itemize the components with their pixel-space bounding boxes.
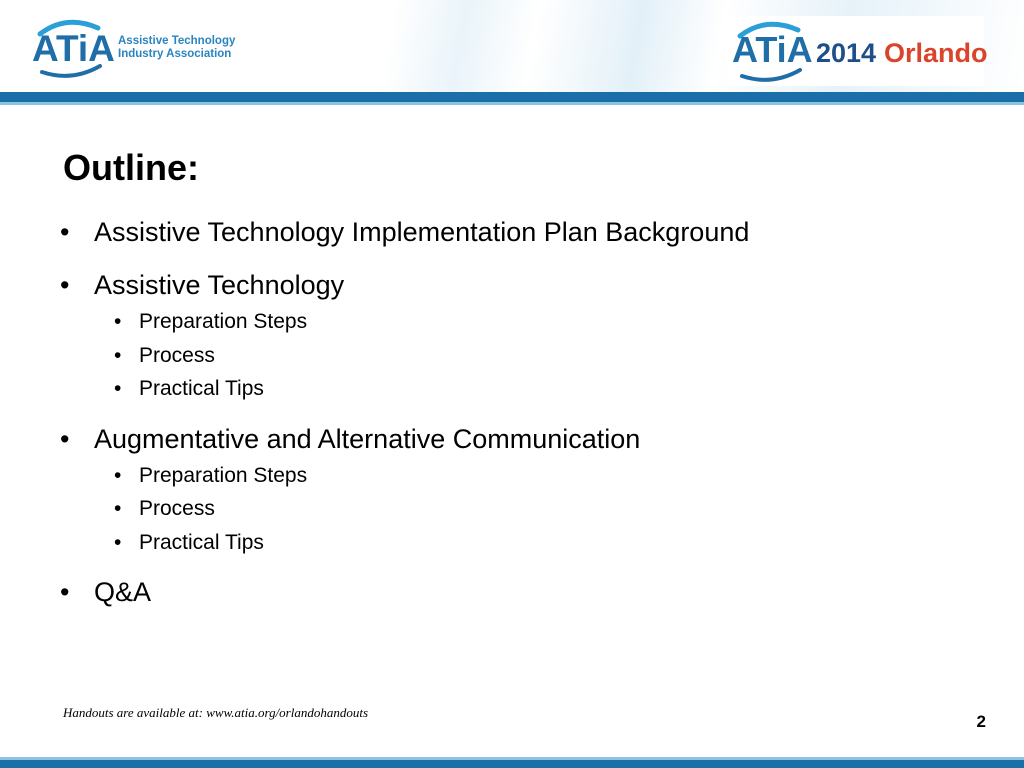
sub-bullet-icon: • [114,343,122,367]
bullet-icon: • [60,423,70,454]
sub-list-wrapper [60,305,960,406]
sub-item [60,305,960,339]
sub-item [60,459,960,493]
outline-item-text: Augmentative and Alternative Communication [94,423,641,454]
sub-item-text: Preparation Steps [139,463,308,487]
outline-item-text: Q&A [94,577,152,607]
footer-divider [0,760,1024,768]
atia-wordmark: ATiA [32,28,115,69]
sub-item [60,339,960,373]
bullet-icon: • [60,270,70,300]
sub-bullet-icon: • [114,530,122,554]
sub-item [60,492,960,526]
sub-item-text: Process [139,343,215,367]
outline-item [60,419,960,459]
slide-title: Outline: [63,147,199,188]
sub-item-text: Practical Tips [139,377,264,400]
association-name [118,35,235,61]
sub-item-text: Process [139,497,215,520]
outline-item-text: Assistive Technology [94,270,345,300]
sub-item [60,526,960,560]
association-name-line2: Industry Association [118,48,232,60]
sub-item-text: Practical Tips [139,530,264,554]
handout-note: Handouts are available at: www.atia.org/orlandohandouts [63,705,369,720]
outline-list [60,212,960,612]
sub-list [60,459,960,560]
sub-bullet-icon: • [114,463,122,487]
header-divider-accent [0,102,1024,105]
association-name-line1: Assistive Technology [118,35,236,47]
atia-association-logo [26,16,246,80]
sub-bullet-icon: • [114,497,122,520]
outline-item-text: Assistive Technology Implementation Plan Background [94,217,750,247]
outline-item [60,265,960,305]
outline-item [60,212,960,252]
sub-item-text: Preparation Steps [139,310,308,333]
sub-bullet-icon: • [114,377,122,400]
page-number: 2 [976,712,986,731]
outline-item [60,572,960,612]
atia-2014-orlando-logo [726,16,988,86]
header-divider [0,92,1024,102]
bullet-icon: • [60,217,70,247]
sub-list-wrapper [60,459,960,560]
event-city: Orlando [884,38,988,68]
sub-list [60,305,960,406]
sub-bullet-icon: • [114,310,122,333]
event-wordmark: ATiA [732,29,813,70]
bullet-icon: • [60,577,70,607]
event-year: 2014 [816,38,877,68]
sub-item [60,372,960,406]
